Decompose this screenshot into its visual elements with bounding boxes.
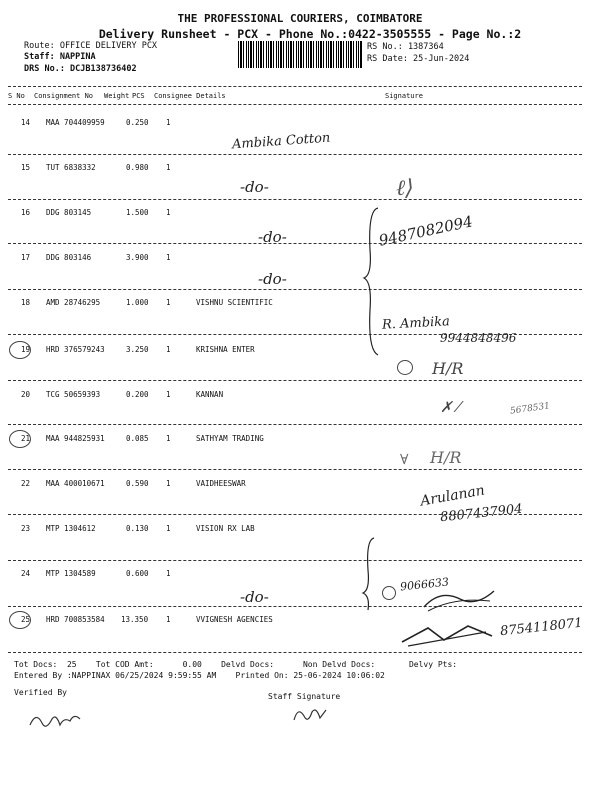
totals-line: Tot Docs: 25 Tot COD Amt: 0.00 Delvd Docs: Non Delvd Docs: Delvy Pts: (14, 660, 458, 669)
row-consignee: VISHNU SCIENTIFIC (196, 298, 273, 307)
staff-signature (290, 700, 330, 730)
verifier-signature (26, 705, 86, 735)
signature-scribble: ℓ⟩ (396, 176, 414, 201)
row-divider (8, 380, 582, 381)
row-weight: 3.900 (126, 253, 149, 262)
handwritten-ditto: -do- (240, 588, 269, 606)
handwritten-receiver: R. Ambika (381, 314, 451, 333)
row-pcs: 1 (166, 434, 171, 443)
row-divider (8, 469, 582, 470)
row-consignee: VISION RX LAB (196, 524, 255, 533)
row-weight: 1.500 (126, 208, 149, 217)
row-sno: 16 (21, 208, 31, 217)
signature-scribble (398, 618, 498, 652)
row-consignment: MAA 944825931 (46, 434, 105, 443)
row-weight: 0.600 (126, 569, 149, 578)
header-divider-bottom (8, 104, 582, 105)
handwritten-mark: H/R (430, 448, 462, 467)
row-weight: 1.000 (126, 298, 149, 307)
row-consignment: DDG 803145 (46, 208, 92, 217)
col-sno: S No (8, 92, 25, 100)
signature-scribble (420, 585, 500, 615)
row-divider (8, 424, 582, 425)
row-sno: 22 (21, 479, 31, 488)
row-consignment: HRD 376579243 (46, 345, 105, 354)
row-sno: 23 (21, 524, 31, 533)
handwritten-phone: 9944848496 (440, 331, 517, 345)
stamp-circle (397, 360, 413, 375)
row-consignment: TUT 6838332 (46, 163, 96, 172)
handwritten-mark: H/R (432, 359, 464, 378)
handwritten-receiver: Arulanan (419, 482, 486, 510)
row-pcs: 1 (166, 298, 171, 307)
row-consignment: MAA 704409959 (46, 118, 105, 127)
row-consignment: TCG 50659393 (46, 390, 101, 399)
row-consignment: MAA 400010671 (46, 479, 105, 488)
row-weight: 0.590 (126, 479, 149, 488)
entered-printed-line: Entered By :NAPPINAX 06/25/2024 9:59:55 AM Printed On: 25-06-2024 10:06:02 (14, 671, 385, 680)
handwritten-phone: 8754118071 (499, 615, 584, 640)
row-consignee: SATHYAM TRADING (196, 434, 264, 443)
row-pcs: 1 (166, 163, 171, 172)
row-divider (8, 199, 582, 200)
row-pcs: 1 (166, 615, 171, 624)
row-consignment: MTP 1304612 (46, 524, 96, 533)
col-consignee: Consignee Details (154, 92, 226, 100)
col-weight: Weight (104, 92, 130, 100)
row-sno: 17 (21, 253, 31, 262)
row-weight: 0.085 (126, 434, 149, 443)
row-pcs: 1 (166, 524, 171, 533)
row-pcs: 1 (166, 569, 171, 578)
handwritten-brace (360, 150, 390, 620)
row-weight: 0.130 (126, 524, 149, 533)
row-pcs: 1 (166, 253, 171, 262)
row-consignment: MTP 1304589 (46, 569, 96, 578)
row-consignee: KRISHNA ENTER (196, 345, 255, 354)
drs-number: DRS No.: DCJB138736402 (24, 64, 137, 74)
row-pcs: 1 (166, 345, 171, 354)
signature-scribble: ✗ ⁄ (440, 398, 460, 416)
row-weight: 0.200 (126, 390, 149, 399)
col-signature: Signature (385, 92, 423, 100)
row-sno: 18 (21, 298, 31, 307)
rs-number: RS No.: 1387364 (367, 42, 444, 52)
stamp-circle (382, 586, 396, 600)
company-name: THE PROFESSIONAL COURIERS, COIMBATORE (177, 12, 423, 25)
handwritten-ditto: -do- (240, 178, 269, 196)
row-sno: 14 (21, 118, 31, 127)
row-consignee: VVIGNESH AGENCIES (196, 615, 273, 624)
col-consignment: Consignment No (34, 92, 94, 100)
staff-label: Staff: NAPPINA (24, 52, 96, 62)
row-divider (8, 560, 582, 561)
handwritten-ditto: -do- (258, 270, 287, 288)
staff-signature-label: Staff Signature (268, 692, 341, 701)
row-weight: 0.250 (126, 118, 149, 127)
route-label: Route: OFFICE DELIVERY PCX (24, 41, 158, 51)
row-consignee: VAIDHEESWAR (196, 479, 246, 488)
row-divider (8, 154, 582, 155)
row-sno: 25 (21, 615, 31, 624)
row-pcs: 1 (166, 479, 171, 488)
handwritten-phone: 9487082094 (377, 212, 475, 250)
header-divider-top (8, 86, 582, 87)
handwritten-consignee: Ambika Cotton (231, 130, 331, 153)
row-divider (8, 243, 582, 244)
row-consignment: HRD 700853584 (46, 615, 105, 624)
row-divider (8, 289, 582, 290)
barcode (238, 41, 362, 68)
handwritten-phone: 5678531 (509, 401, 551, 417)
row-consignment: DDG 803146 (46, 253, 92, 262)
row-sno: 24 (21, 569, 31, 578)
handwritten-phone: 8807437904 (439, 501, 524, 526)
row-pcs: 1 (166, 118, 171, 127)
table-bottom-divider (8, 652, 582, 653)
runsheet-title: Delivery Runsheet - PCX - Phone No.:0422-3505555 - Page No.:2 (98, 27, 522, 41)
row-sno: 15 (21, 163, 31, 172)
verified-by-label: Verified By (14, 688, 67, 697)
col-pcs: PCS (132, 92, 145, 100)
signature-scribble: ∀ (400, 452, 409, 468)
row-consignee: KANNAN (196, 390, 224, 399)
handwritten-ditto: -do- (258, 228, 287, 246)
row-consignment: AMD 28746295 (46, 298, 101, 307)
row-sno: 21 (21, 434, 31, 443)
row-pcs: 1 (166, 390, 171, 399)
row-pcs: 1 (166, 208, 171, 217)
row-weight: 3.250 (126, 345, 149, 354)
row-sno: 20 (21, 390, 31, 399)
row-weight: 13.350 (121, 615, 149, 624)
row-sno: 19 (21, 345, 31, 354)
row-weight: 0.980 (126, 163, 149, 172)
rs-date: RS Date: 25-Jun-2024 (367, 54, 470, 64)
handwritten-phone: 9066633 (399, 575, 450, 594)
